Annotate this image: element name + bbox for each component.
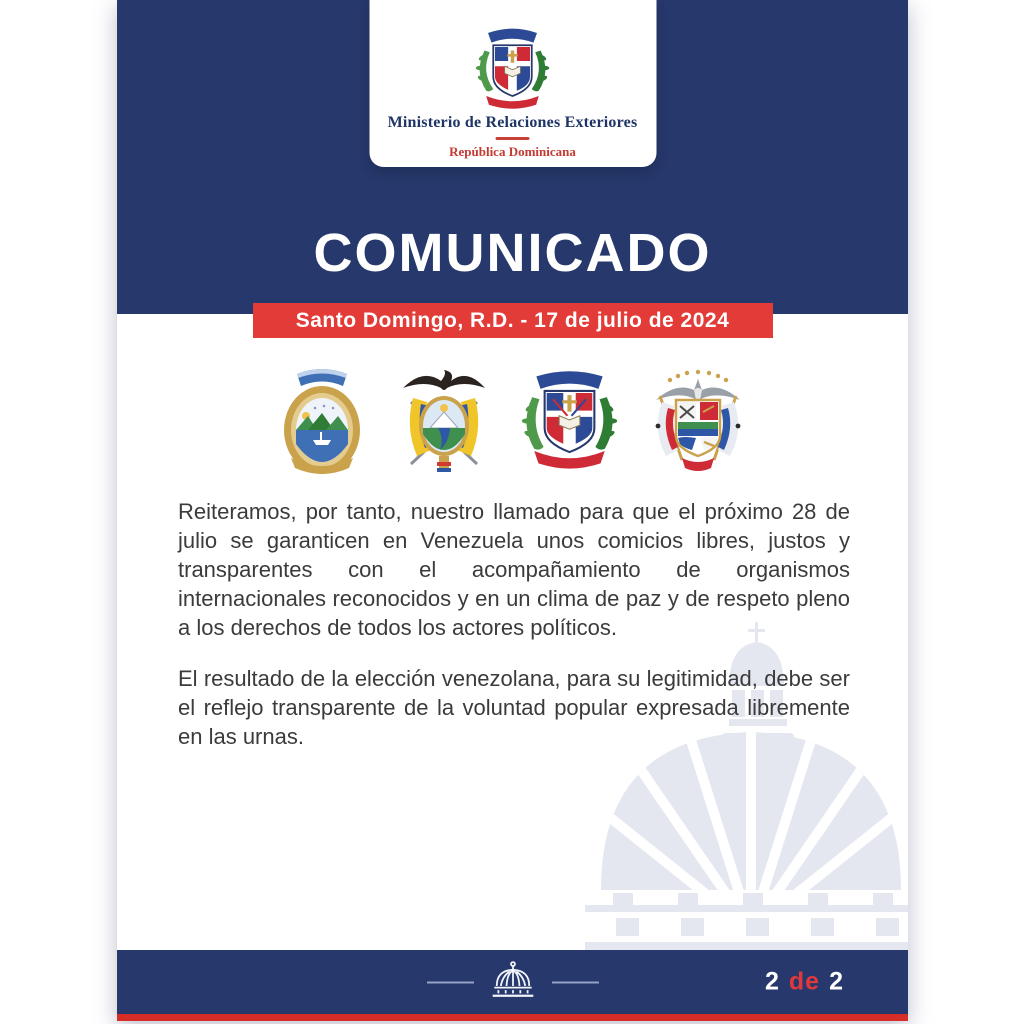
communique-card xyxy=(117,0,908,1021)
header xyxy=(117,0,908,314)
page-total: 2 xyxy=(829,967,844,996)
footer-bar xyxy=(117,950,908,1014)
footer-red-strip xyxy=(117,1014,908,1021)
page-indicator xyxy=(765,968,844,997)
ornament-line-left xyxy=(427,981,474,983)
country-name: República Dominicana xyxy=(449,144,576,159)
dominican-republic-coat-of-arms-icon xyxy=(369,26,656,110)
coats-of-arms-row xyxy=(117,364,908,480)
ecuador-coat-of-arms-icon xyxy=(397,364,491,480)
communique-body xyxy=(178,497,850,751)
footer-ornament xyxy=(427,959,599,1006)
page-title: COMUNICADO xyxy=(313,223,712,283)
ministry-name: Ministerio de Relaciones Exteriores xyxy=(387,114,638,131)
ornament-line-right xyxy=(552,981,599,983)
panama-coat-of-arms-icon xyxy=(648,364,748,480)
footer xyxy=(117,950,908,1021)
logo-divider xyxy=(496,137,530,140)
page-separator: de xyxy=(788,967,821,996)
dominican-republic-coat-of-arms-icon xyxy=(521,364,618,480)
paragraph-1: Reiteramos, por tanto, nuestro llamado para que el próximo 28 de julio se garanticen en Venezuela unos comicios libres, justos y transparentes con el acompañamiento de organismos internacionales reconocidos y en un clima de paz y de respeto pleno a los derechos de todos los actores políticos. xyxy=(178,499,850,640)
palace-dome-icon xyxy=(487,959,539,1006)
paragraph-2: El resultado de la elección venezolana, para su legitimidad, debe ser el reflejo transparente de la voluntad popular expresada libremente en las urnas. xyxy=(178,666,850,749)
date-banner: Santo Domingo, R.D. - 17 de julio de 2024 xyxy=(253,303,773,338)
ministry-logo-card xyxy=(369,0,656,167)
page-current: 2 xyxy=(765,967,780,996)
costa-rica-coat-of-arms-icon xyxy=(277,364,367,480)
